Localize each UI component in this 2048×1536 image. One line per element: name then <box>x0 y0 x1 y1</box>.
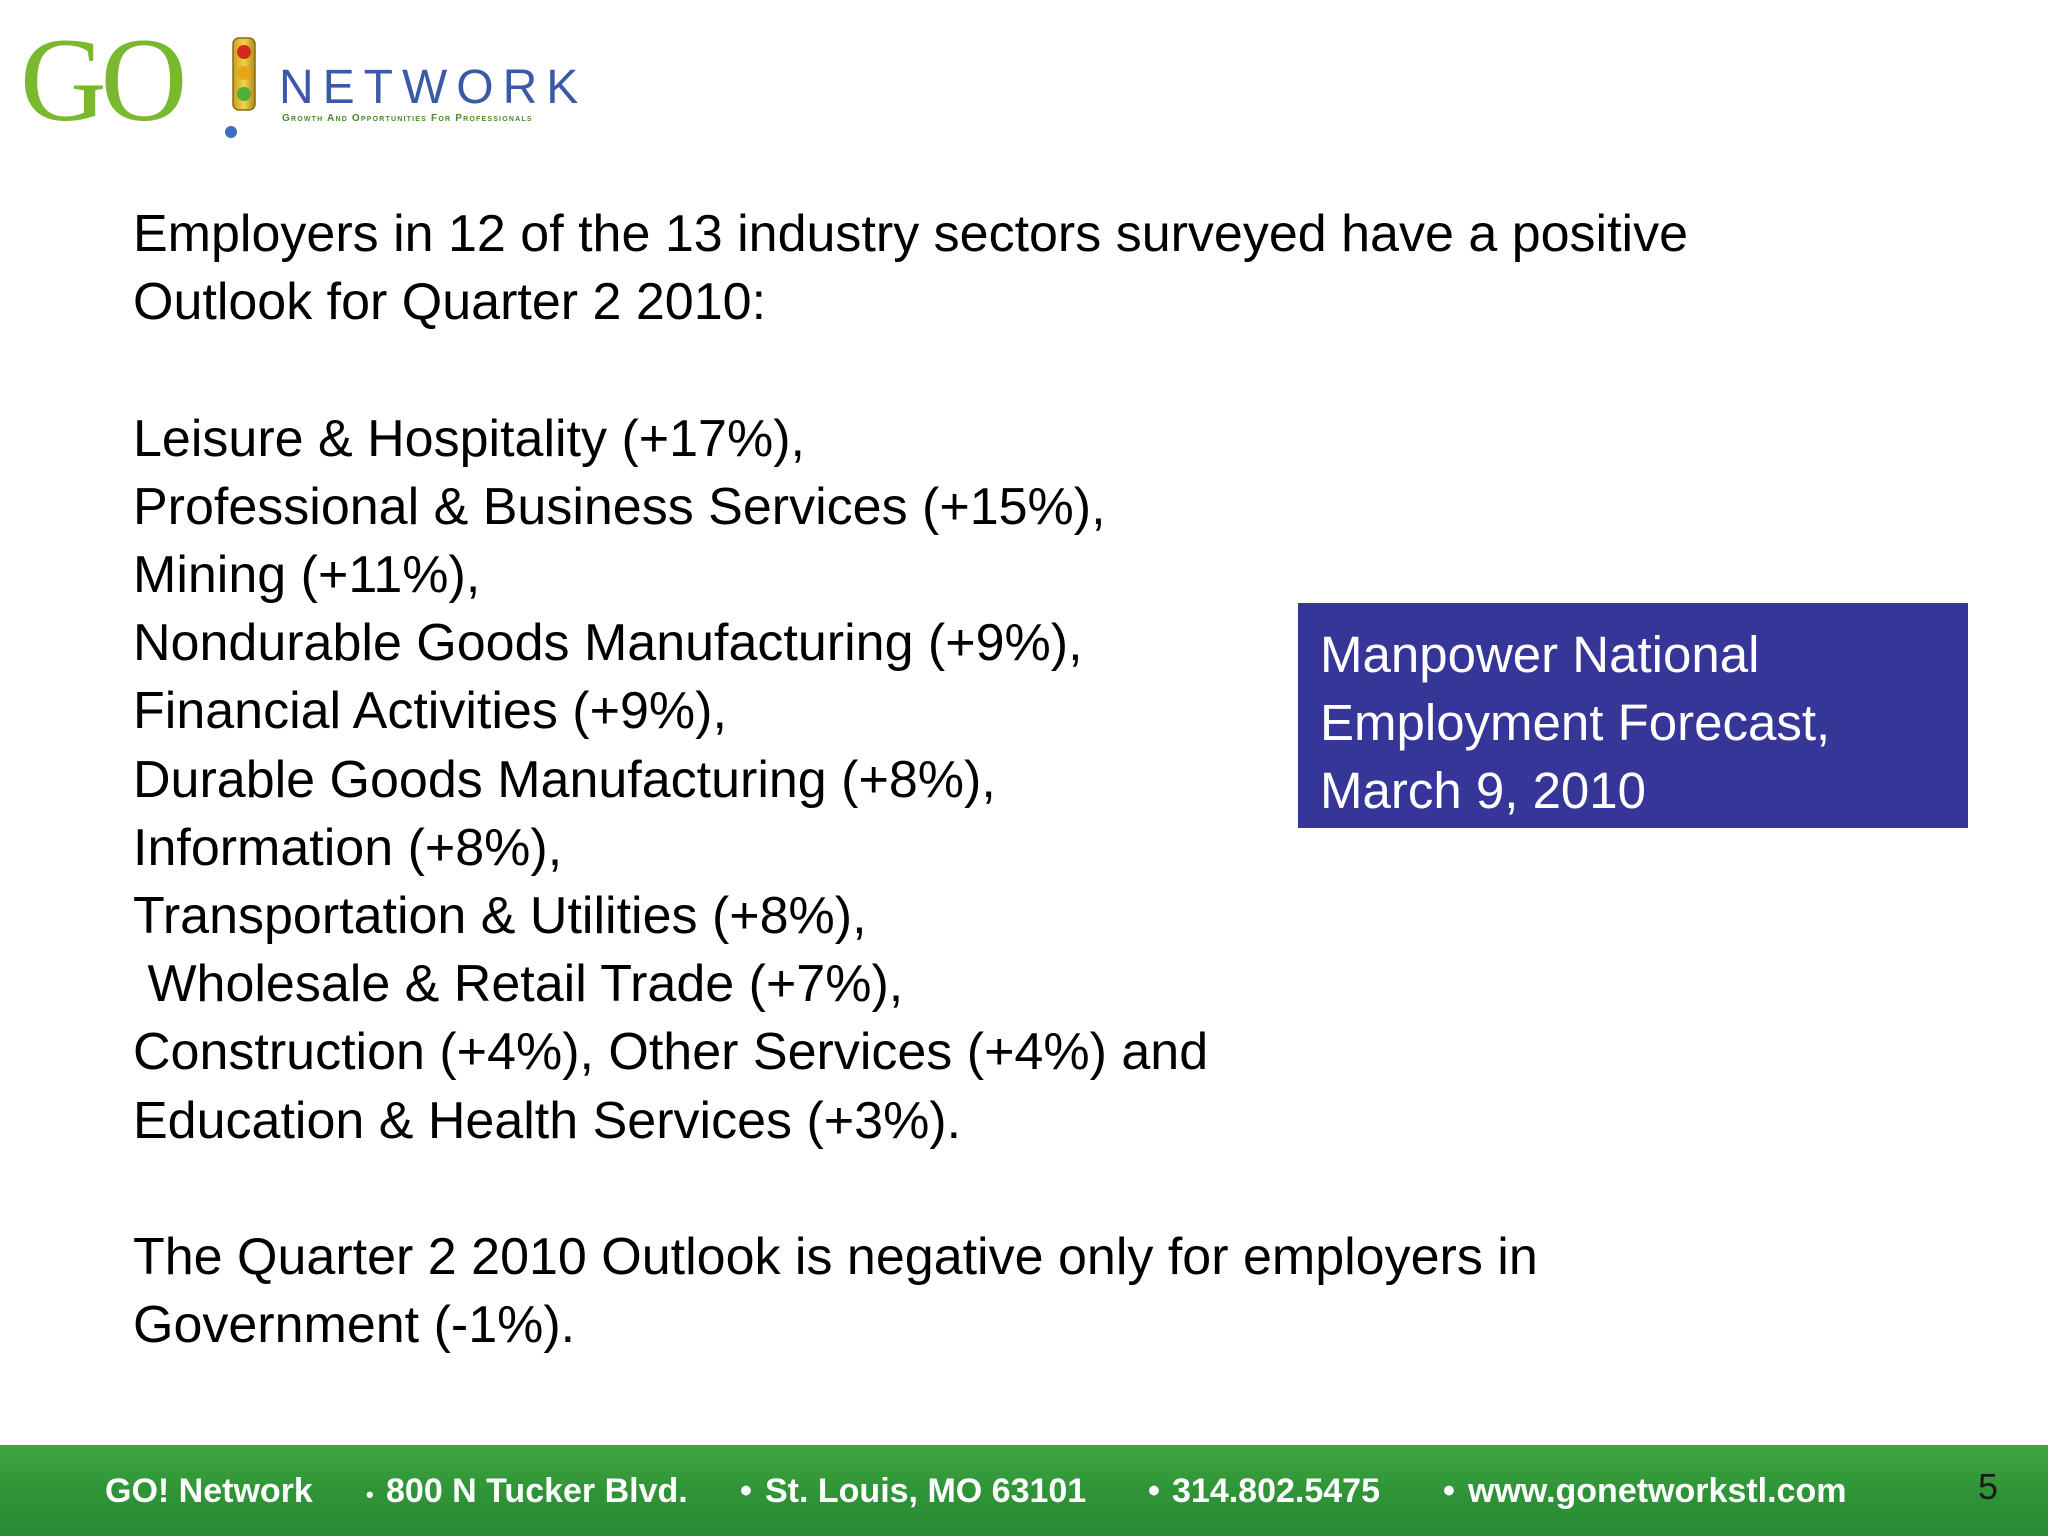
sector-line: Leisure & Hospitality (+17%), <box>133 409 805 468</box>
sector-line: Professional & Business Services (+15%), <box>133 477 1106 536</box>
sector-line: Wholesale & Retail Trade (+7%), <box>133 955 904 1014</box>
footer-bullet: • <box>1443 1472 1455 1510</box>
footer-bullet: • <box>1148 1472 1160 1510</box>
sector-line: Durable Goods Manufacturing (+8%), <box>133 750 996 809</box>
callout-line: March 9, 2010 <box>1320 762 1647 819</box>
footer-bar <box>0 1445 2048 1536</box>
sector-line: Transportation & Utilities (+8%), <box>133 887 867 946</box>
sector-line: Information (+8%), <box>133 818 563 877</box>
footer-website-link[interactable]: www.gonetworkstl.com <box>1468 1472 1847 1510</box>
sector-line: Construction (+4%), Other Services (+4%) and <box>133 1023 1209 1082</box>
footer-phone: 314.802.5475 <box>1172 1472 1380 1510</box>
sector-line: Mining (+11%), <box>133 546 481 604</box>
callout-line: Employment Forecast, <box>1320 694 1831 751</box>
sector-line: Education & Health Services (+3%). <box>133 1091 962 1150</box>
footer-city: St. Louis, MO 63101 <box>765 1472 1087 1510</box>
intro-line-1: Employers in 12 of the 13 industry sectors surveyed have a positive <box>133 205 1689 263</box>
source-callout-box <box>1298 603 1968 828</box>
logo-network-text: NETWORK <box>279 61 588 114</box>
footer-bullet: • <box>740 1472 752 1510</box>
callout-line: Manpower National <box>1320 626 1760 683</box>
traffic-light-icon <box>225 36 263 140</box>
conclusion-line-1: The Quarter 2 2010 Outlook is negative only for employers in <box>133 1228 1538 1287</box>
footer-org-name: GO! Network <box>105 1472 313 1510</box>
sector-line: Nondurable Goods Manufacturing (+9%), <box>133 614 1083 673</box>
logo-go-text: GO <box>20 13 182 146</box>
page-number: 5 <box>1978 1466 1999 1507</box>
go-network-logo <box>14 13 614 146</box>
logo-tagline: Growth And Opportunities For Professionals <box>282 113 533 124</box>
sector-line: Financial Activities (+9%), <box>133 682 727 741</box>
paragraph-spacer <box>133 1155 1893 1223</box>
footer-address: 800 N Tucker Blvd. <box>386 1472 688 1510</box>
intro-line-2: Outlook for Quarter 2 2010: <box>133 273 767 332</box>
conclusion-line-2: Government (-1%). <box>133 1296 576 1355</box>
footer-bullet: • <box>366 1482 374 1507</box>
paragraph-spacer <box>133 336 1893 404</box>
